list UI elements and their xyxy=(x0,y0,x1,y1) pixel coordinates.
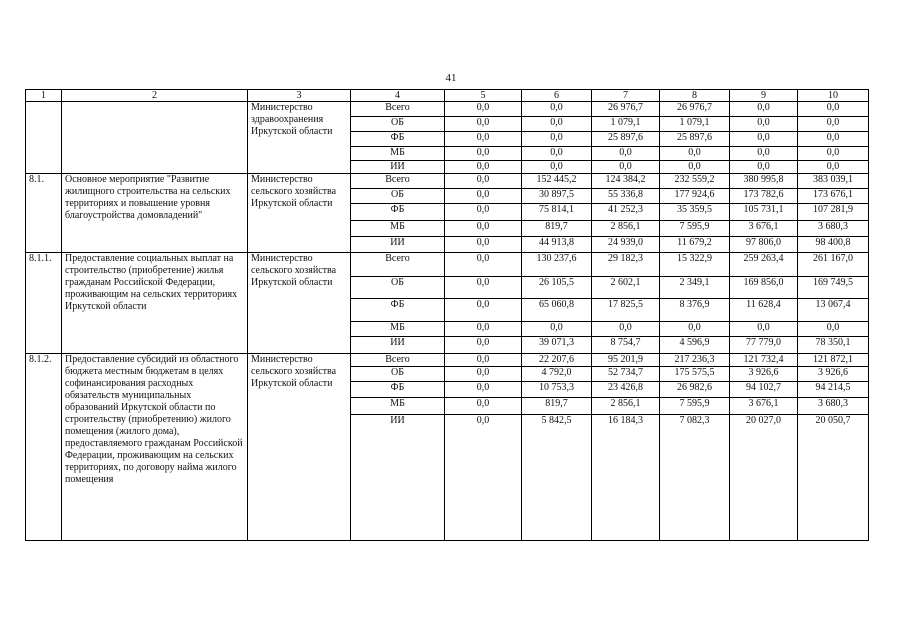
amount-cell: 94 214,5 xyxy=(798,382,869,398)
amount-cell: 0,0 xyxy=(730,147,798,161)
budget-table xyxy=(25,89,869,541)
amount-cell: 0,0 xyxy=(592,161,660,174)
item-code: 8.1.1. xyxy=(26,253,62,354)
amount-cell: 95 201,9 xyxy=(592,354,660,367)
amount-cell: 107 281,9 xyxy=(798,204,869,221)
funding-source: ФБ xyxy=(351,204,445,221)
amount-cell: 0,0 xyxy=(445,117,522,132)
amount-cell: 77 779,0 xyxy=(730,337,798,354)
amount-cell: 0,0 xyxy=(522,117,592,132)
page-number: 41 xyxy=(445,72,457,84)
table-row xyxy=(26,102,869,117)
amount-cell: 55 336,8 xyxy=(592,189,660,204)
amount-cell: 3 926,6 xyxy=(730,367,798,382)
amount-cell: 0,0 xyxy=(730,102,798,117)
amount-cell: 0,0 xyxy=(798,322,869,337)
column-number: 4 xyxy=(351,90,445,102)
funding-source: Всего xyxy=(351,354,445,367)
executor-name: Министерство здравоохранения Иркутской области xyxy=(248,102,351,174)
amount-cell: 26 976,7 xyxy=(660,102,730,117)
item-code xyxy=(26,102,62,174)
amount-cell: 0,0 xyxy=(798,147,869,161)
amount-cell: 0,0 xyxy=(445,398,522,415)
column-number: 9 xyxy=(730,90,798,102)
amount-cell: 0,0 xyxy=(730,132,798,147)
amount-cell: 0,0 xyxy=(445,147,522,161)
executor-name: Министерство сельского хозяйства Иркутской области xyxy=(248,354,351,541)
amount-cell: 0,0 xyxy=(445,337,522,354)
amount-cell: 383 039,1 xyxy=(798,174,869,189)
amount-cell: 0,0 xyxy=(522,102,592,117)
amount-cell: 4 596,9 xyxy=(660,337,730,354)
amount-cell: 0,0 xyxy=(730,161,798,174)
amount-cell: 13 067,4 xyxy=(798,299,869,322)
amount-cell: 24 939,0 xyxy=(592,237,660,253)
amount-cell: 4 792,0 xyxy=(522,367,592,382)
amount-cell: 175 575,5 xyxy=(660,367,730,382)
amount-cell: 1 079,1 xyxy=(660,117,730,132)
column-number: 10 xyxy=(798,90,869,102)
amount-cell: 16 184,3 xyxy=(592,415,660,541)
amount-cell: 26 982,6 xyxy=(660,382,730,398)
funding-source: Всего xyxy=(351,102,445,117)
amount-cell: 0,0 xyxy=(798,161,869,174)
funding-source: Всего xyxy=(351,174,445,189)
amount-cell: 0,0 xyxy=(445,382,522,398)
amount-cell: 97 806,0 xyxy=(730,237,798,253)
amount-cell: 3 676,1 xyxy=(730,221,798,237)
amount-cell: 819,7 xyxy=(522,221,592,237)
amount-cell: 2 856,1 xyxy=(592,221,660,237)
amount-cell: 8 376,9 xyxy=(660,299,730,322)
amount-cell: 124 384,2 xyxy=(592,174,660,189)
amount-cell: 0,0 xyxy=(522,322,592,337)
table-row xyxy=(26,354,869,367)
amount-cell: 7 595,9 xyxy=(660,398,730,415)
column-number-row xyxy=(26,90,869,102)
amount-cell: 11 679,2 xyxy=(660,237,730,253)
amount-cell: 30 897,5 xyxy=(522,189,592,204)
amount-cell: 65 060,8 xyxy=(522,299,592,322)
amount-cell: 0,0 xyxy=(445,253,522,277)
amount-cell: 20 027,0 xyxy=(730,415,798,541)
column-number: 7 xyxy=(592,90,660,102)
amount-cell: 0,0 xyxy=(522,132,592,147)
amount-cell: 0,0 xyxy=(660,147,730,161)
item-name: Предоставление социальных выплат на строительство (приобретение) жилья гражданам Российской Федерации, проживающим на сельских территориях Иркутской области xyxy=(62,253,248,354)
amount-cell: 10 753,3 xyxy=(522,382,592,398)
amount-cell: 0,0 xyxy=(592,147,660,161)
amount-cell: 75 814,1 xyxy=(522,204,592,221)
amount-cell: 7 082,3 xyxy=(660,415,730,541)
amount-cell: 177 924,6 xyxy=(660,189,730,204)
amount-cell: 0,0 xyxy=(592,322,660,337)
amount-cell: 0,0 xyxy=(445,204,522,221)
amount-cell: 0,0 xyxy=(522,147,592,161)
amount-cell: 11 628,4 xyxy=(730,299,798,322)
amount-cell: 0,0 xyxy=(445,174,522,189)
amount-cell: 3 926,6 xyxy=(798,367,869,382)
amount-cell: 44 913,8 xyxy=(522,237,592,253)
amount-cell: 0,0 xyxy=(522,161,592,174)
amount-cell: 121 732,4 xyxy=(730,354,798,367)
amount-cell: 0,0 xyxy=(445,102,522,117)
amount-cell: 0,0 xyxy=(445,415,522,541)
amount-cell: 3 680,3 xyxy=(798,221,869,237)
table-row xyxy=(26,174,869,189)
amount-cell: 0,0 xyxy=(798,132,869,147)
amount-cell: 25 897,6 xyxy=(660,132,730,147)
amount-cell: 26 105,5 xyxy=(522,277,592,299)
funding-source: ФБ xyxy=(351,299,445,322)
item-code: 8.1. xyxy=(26,174,62,253)
amount-cell: 121 872,1 xyxy=(798,354,869,367)
amount-cell: 5 842,5 xyxy=(522,415,592,541)
funding-source: ИИ xyxy=(351,415,445,541)
amount-cell: 105 731,1 xyxy=(730,204,798,221)
amount-cell: 39 071,3 xyxy=(522,337,592,354)
amount-cell: 2 349,1 xyxy=(660,277,730,299)
amount-cell: 0,0 xyxy=(445,132,522,147)
amount-cell: 7 595,9 xyxy=(660,221,730,237)
funding-source: ОБ xyxy=(351,277,445,299)
amount-cell: 0,0 xyxy=(445,237,522,253)
amount-cell: 217 236,3 xyxy=(660,354,730,367)
amount-cell: 0,0 xyxy=(798,117,869,132)
amount-cell: 94 102,7 xyxy=(730,382,798,398)
funding-source: Всего xyxy=(351,253,445,277)
amount-cell: 0,0 xyxy=(445,161,522,174)
item-name: Основное мероприятие "Развитие жилищного строительства на сельских территориях и повышение уровня благоустройства домовладений" xyxy=(62,174,248,253)
funding-source: ИИ xyxy=(351,161,445,174)
funding-source: ФБ xyxy=(351,132,445,147)
amount-cell: 169 749,5 xyxy=(798,277,869,299)
amount-cell: 380 995,8 xyxy=(730,174,798,189)
amount-cell: 0,0 xyxy=(445,189,522,204)
funding-source: МБ xyxy=(351,147,445,161)
amount-cell: 0,0 xyxy=(660,161,730,174)
amount-cell: 130 237,6 xyxy=(522,253,592,277)
amount-cell: 0,0 xyxy=(445,367,522,382)
funding-source: МБ xyxy=(351,398,445,415)
item-name: Предоставление субсидий из областного бюджета местным бюджетам в целях софинансирования расходных обязательств муниципальных образований Иркутской области по строительству (приобретению) жилого помещения (жилого дома), предоставляемого гражданам Российской Федерации, проживающим на сельских территориях, по договору найма жилого помещения xyxy=(62,354,248,541)
amount-cell: 169 856,0 xyxy=(730,277,798,299)
amount-cell: 8 754,7 xyxy=(592,337,660,354)
executor-name: Министерство сельского хозяйства Иркутской области xyxy=(248,174,351,253)
amount-cell: 0,0 xyxy=(445,322,522,337)
amount-cell: 0,0 xyxy=(730,322,798,337)
item-name xyxy=(62,102,248,174)
column-number: 6 xyxy=(522,90,592,102)
funding-source: ФБ xyxy=(351,382,445,398)
amount-cell: 0,0 xyxy=(660,322,730,337)
amount-cell: 29 182,3 xyxy=(592,253,660,277)
table-row xyxy=(26,253,869,277)
amount-cell: 819,7 xyxy=(522,398,592,415)
funding-source: ОБ xyxy=(351,117,445,132)
amount-cell: 52 734,7 xyxy=(592,367,660,382)
funding-source: МБ xyxy=(351,322,445,337)
amount-cell: 0,0 xyxy=(445,277,522,299)
column-number: 3 xyxy=(248,90,351,102)
amount-cell: 173 676,1 xyxy=(798,189,869,204)
amount-cell: 98 400,8 xyxy=(798,237,869,253)
item-code: 8.1.2. xyxy=(26,354,62,541)
amount-cell: 173 782,6 xyxy=(730,189,798,204)
column-number: 5 xyxy=(445,90,522,102)
amount-cell: 41 252,3 xyxy=(592,204,660,221)
amount-cell: 0,0 xyxy=(798,102,869,117)
amount-cell: 2 602,1 xyxy=(592,277,660,299)
amount-cell: 35 359,5 xyxy=(660,204,730,221)
amount-cell: 3 680,3 xyxy=(798,398,869,415)
funding-source: ОБ xyxy=(351,367,445,382)
amount-cell: 22 207,6 xyxy=(522,354,592,367)
amount-cell: 17 825,5 xyxy=(592,299,660,322)
funding-source: ИИ xyxy=(351,337,445,354)
amount-cell: 0,0 xyxy=(445,354,522,367)
funding-source: ОБ xyxy=(351,189,445,204)
column-number: 1 xyxy=(26,90,62,102)
amount-cell: 0,0 xyxy=(445,221,522,237)
column-number: 2 xyxy=(62,90,248,102)
amount-cell: 23 426,8 xyxy=(592,382,660,398)
amount-cell: 232 559,2 xyxy=(660,174,730,189)
amount-cell: 152 445,2 xyxy=(522,174,592,189)
amount-cell: 2 856,1 xyxy=(592,398,660,415)
amount-cell: 0,0 xyxy=(730,117,798,132)
column-number: 8 xyxy=(660,90,730,102)
amount-cell: 1 079,1 xyxy=(592,117,660,132)
amount-cell: 20 050,7 xyxy=(798,415,869,541)
amount-cell: 25 897,6 xyxy=(592,132,660,147)
amount-cell: 26 976,7 xyxy=(592,102,660,117)
amount-cell: 3 676,1 xyxy=(730,398,798,415)
amount-cell: 15 322,9 xyxy=(660,253,730,277)
amount-cell: 0,0 xyxy=(445,299,522,322)
amount-cell: 259 263,4 xyxy=(730,253,798,277)
amount-cell: 78 350,1 xyxy=(798,337,869,354)
funding-source: МБ xyxy=(351,221,445,237)
amount-cell: 261 167,0 xyxy=(798,253,869,277)
executor-name: Министерство сельского хозяйства Иркутской области xyxy=(248,253,351,354)
funding-source: ИИ xyxy=(351,237,445,253)
